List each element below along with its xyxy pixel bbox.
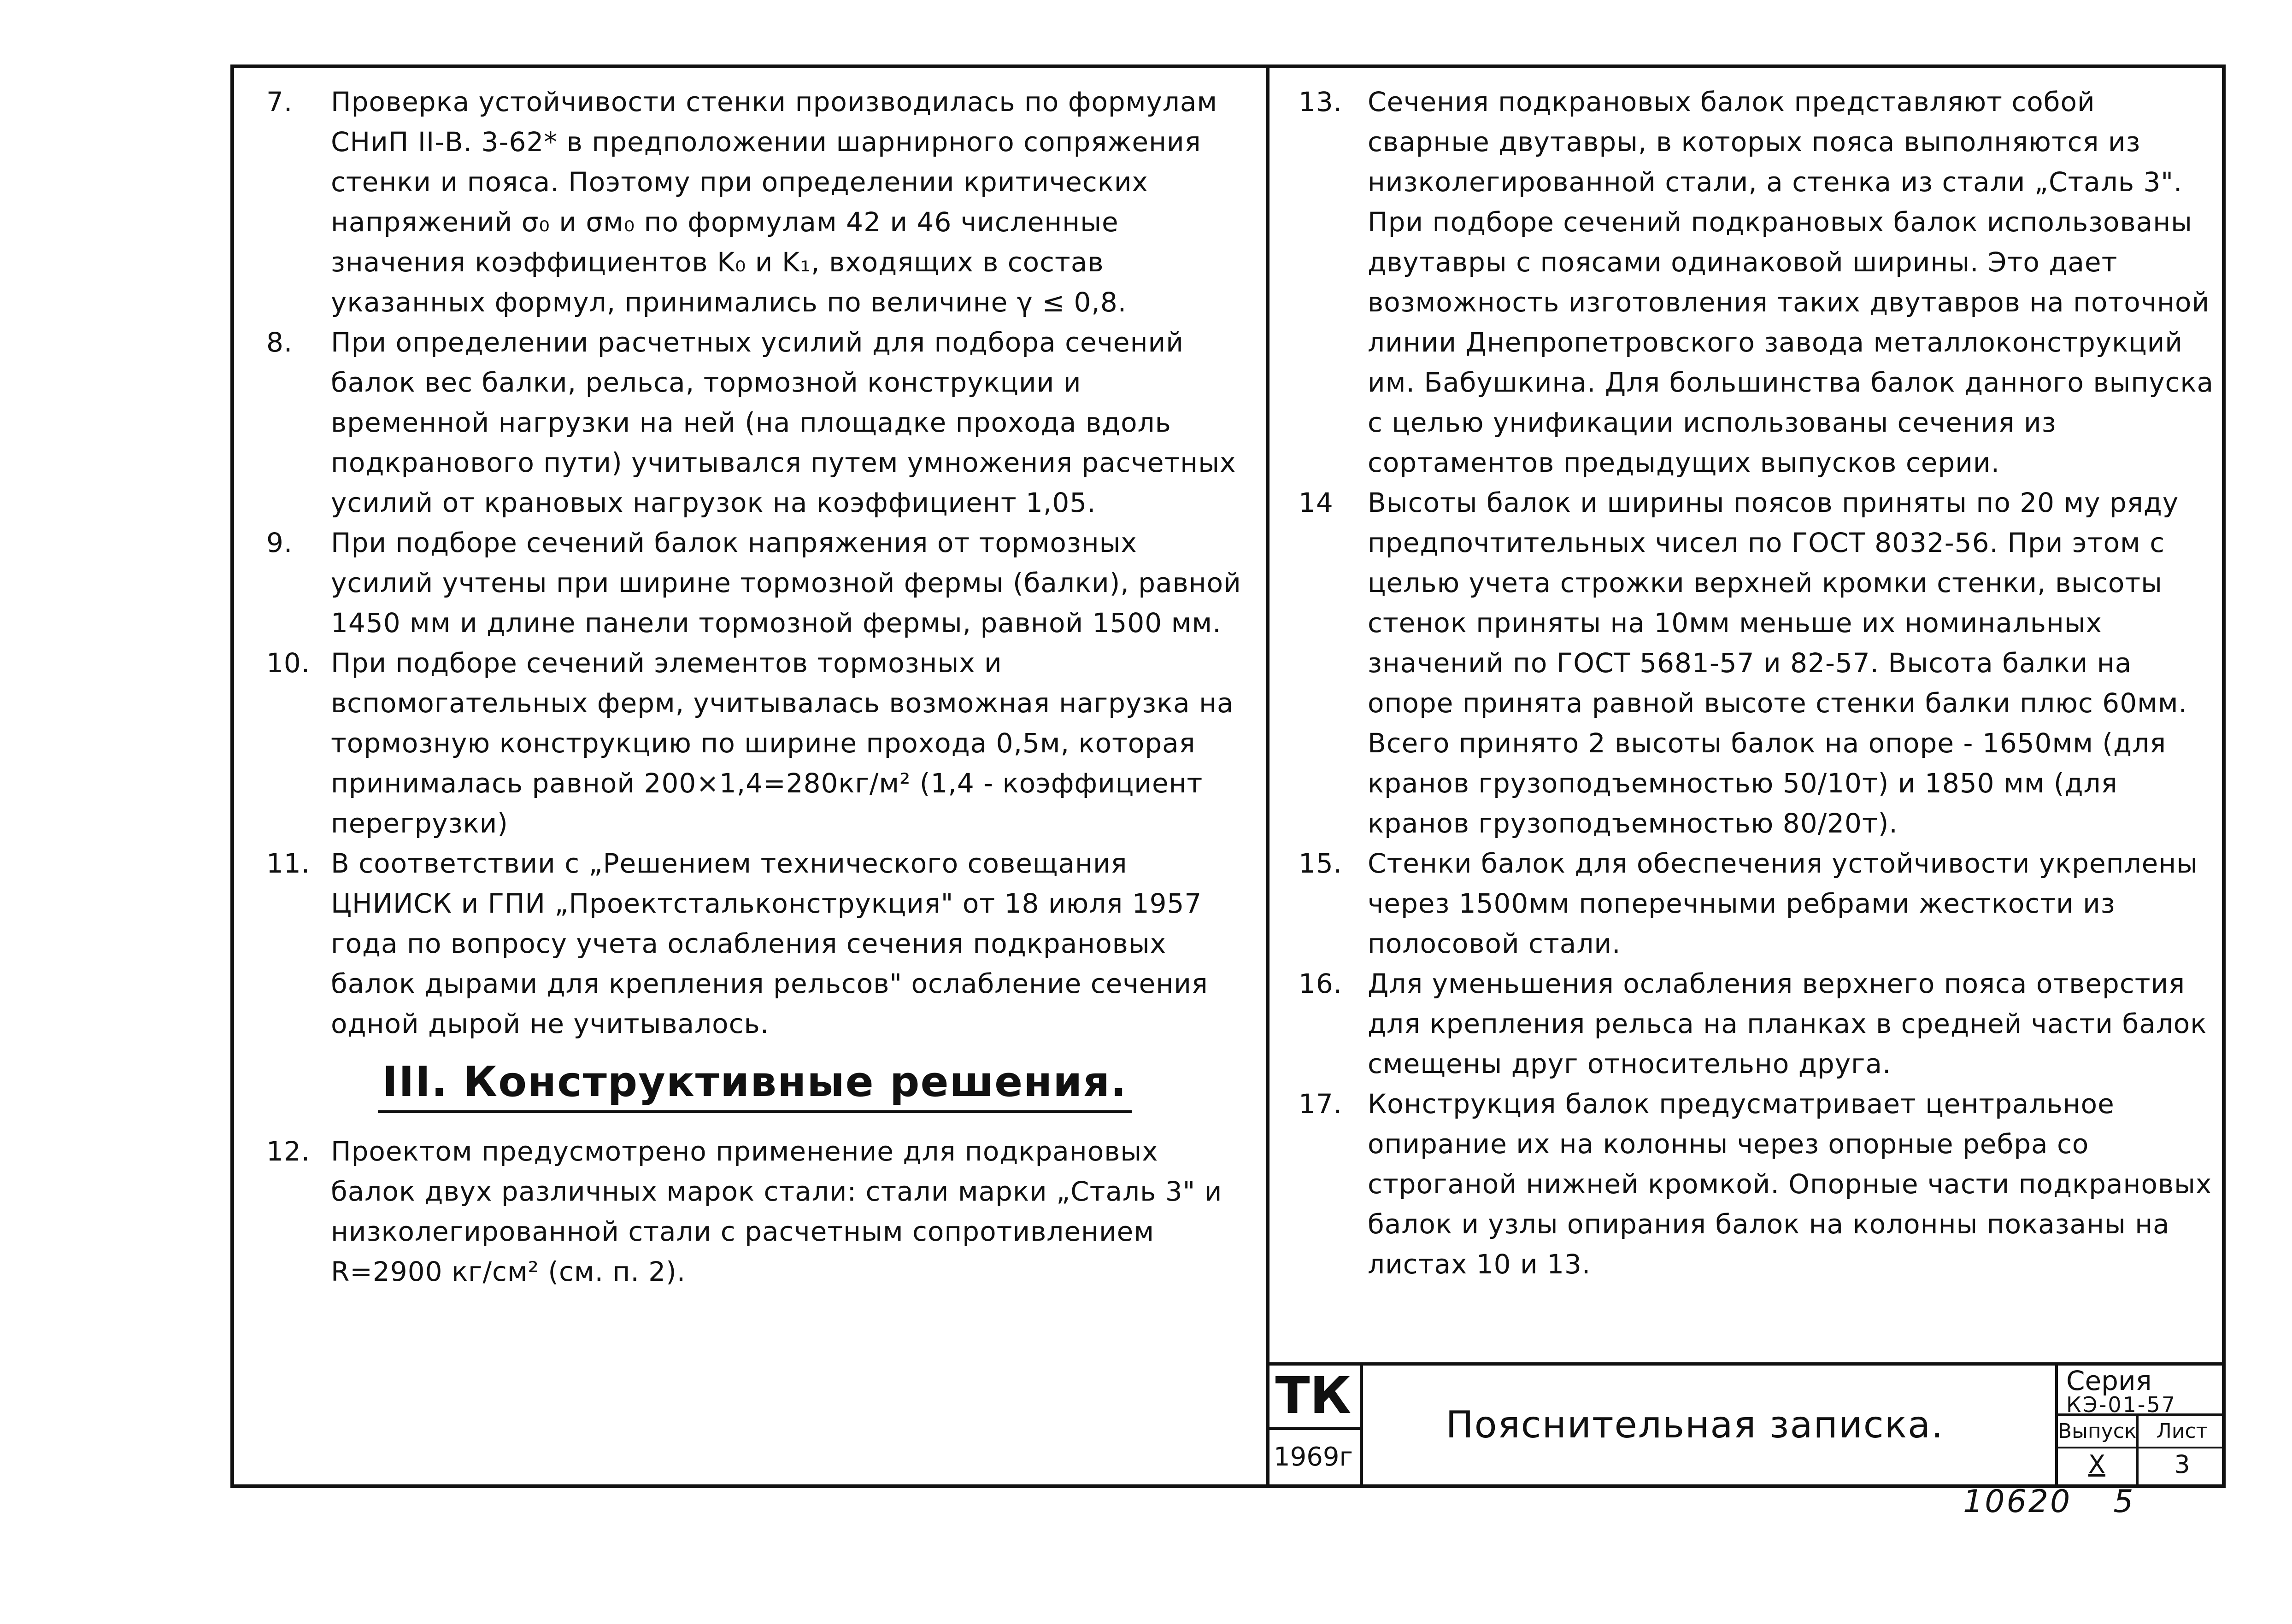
item-number: 13. (1299, 86, 1343, 117)
issue-value: X (2088, 1450, 2105, 1479)
left-column (262, 82, 1248, 1292)
item-text: Стенки балок для обеспечения устойчивости укреплены через 1500мм поперечными ребрами жесткости из полосовой стали. (1368, 848, 2198, 959)
issue-cell (2058, 1416, 2139, 1484)
note-item-15 (1299, 844, 2216, 964)
column-divider (1266, 68, 1269, 1484)
item-text: В соответствии с „Решением технического совещания ЦНИИСК и ГПИ „Проектстальконструкция" от 18 июля 1957 года по вопросу учета ослабления сечения подкрановых балок дырами для крепления рельсов" ослабление сечения одной дырой не учитывалось. (331, 848, 1208, 1039)
item-text: Сечения подкрановых балок представляют собой сварные двутавры, в которых пояса выполняются из низколегированной стали, а стенка из стали „Сталь 3". При подборе сечений подкрановых балок использованы двутавры с поясами одинаковой ширины. Это дает возможность изготовления таких двутавров на поточной линии Днепропетровского завода металлоконструкций им. Бабушкина. Для большинства балок данного выпуска с целью унификации использованы сечения из сортаментов предыдущих выпусков серии. (1368, 86, 2214, 478)
item-text: Проверка устойчивости стенки производилась по формулам СНиП II-В. 3-62* в предположении шарнирного сопряжения стенки и пояса. Поэтому при определении критических напряжений σ₀ и σм₀ по формулам 42 и 46 численные значения коэффициентов K₀ и K₁, входящих в состав указанных формул, принимались по величине γ ≤ 0,8. (331, 86, 1218, 318)
note-item-8 (262, 322, 1248, 523)
item-number: 9. (266, 527, 293, 558)
section-heading-text: III. Конструктивные решения. (378, 1057, 1132, 1113)
item-number: 16. (1299, 968, 1343, 999)
note-item-12 (262, 1132, 1248, 1292)
item-number: 7. (266, 86, 293, 117)
item-number: 11. (266, 848, 311, 879)
section-heading (262, 1057, 1248, 1113)
org-name: ТК (1266, 1366, 1360, 1430)
footer-code: 10620 (1963, 1483, 2072, 1520)
footer-page: 5 (2113, 1483, 2135, 1520)
note-item-16 (1299, 964, 2216, 1084)
footer-note (1963, 1483, 2177, 1520)
note-item-10 (262, 643, 1248, 844)
note-item-14 (1299, 483, 2216, 844)
drawing-sheet (230, 64, 2226, 1488)
title-block-org-cell (1266, 1366, 1363, 1484)
item-text: Конструкция балок предусматривает центральное опирание их на колонны через опорные ребра со строганой нижней кромкой. Опорные части подкрановых балок и узлы опирания балок на колонны показаны на листах 10 и 13. (1368, 1088, 2212, 1280)
item-number: 17. (1299, 1088, 1343, 1120)
note-item-13 (1299, 82, 2216, 483)
note-item-9 (262, 523, 1248, 643)
item-number: 15. (1299, 848, 1343, 879)
item-text: Проектом предусмотрено применение для подкрановых балок двух различных марок стали: стали марки „Сталь 3" и низколегированной стали с расчетным сопротивлением R=2900 кг/см² (см. п. 2). (331, 1136, 1222, 1287)
item-number: 8. (266, 327, 293, 358)
note-item-7 (262, 82, 1248, 322)
sheet-label: Лист (2139, 1416, 2226, 1448)
issue-label: Выпуск (2058, 1416, 2136, 1448)
note-item-11 (262, 844, 1248, 1044)
item-text: При определении расчетных усилий для подбора сечений балок вес балки, рельса, тормозной конструкции и временной нагрузки на ней (на площадке прохода вдоль подкранового пути) учитывался путем умножения расчетных усилий от крановых нагрузок на коэффициент 1,05. (331, 327, 1236, 518)
series-cell (2058, 1366, 2226, 1416)
sheet-value: 3 (2174, 1450, 2190, 1479)
item-text: При подборе сечений балок напряжения от тормозных усилий учтены при ширине тормозной фермы (балки), равной 1450 мм и длине панели тормозной фермы, равной 1500 мм. (331, 527, 1241, 639)
note-item-17 (1299, 1084, 2216, 1284)
sheet-cell (2139, 1416, 2226, 1484)
item-number: 14 (1299, 487, 1334, 518)
series-label: Серия (2066, 1365, 2152, 1396)
series-value: КЭ-01-57 (2066, 1392, 2177, 1417)
item-text: Высоты балок и ширины поясов приняты по 20 му ряду предпочтительных чисел по ГОСТ 8032-56. При этом с целью учета строжки верхней кромки стенки, высоты стенок приняты на 10мм меньше их номинальных значений по ГОСТ 5681-57 и 82-57. Высота балки на опоре принята равной высоте стенки балки плюс 60мм. Всего принято 2 высоты балок на опоре - 1650мм (для кранов грузоподъемностью 50/10т) и 1850 мм (для кранов грузоподъемностью 80/20т). (1368, 487, 2188, 839)
document-title: Пояснительная записка. (1446, 1403, 1944, 1446)
item-number: 12. (266, 1136, 311, 1167)
year: 1969г (1274, 1442, 1353, 1472)
item-text: Для уменьшения ослабления верхнего пояса отверстия для крепления рельса на планках в средней части балок смещены друг относительно друга. (1368, 968, 2207, 1079)
right-column (1299, 82, 2216, 1284)
item-text: При подборе сечений элементов тормозных и вспомогательных ферм, учитывалась возможная нагрузка на тормозную конструкцию по ширине прохода 0,5м, которая принималась равной 200×1,4=280кг/м² (1,4 - коэффициент перегрузки) (331, 647, 1234, 839)
item-number: 10. (266, 647, 311, 679)
title-block (1266, 1362, 2226, 1484)
title-block-info (2055, 1366, 2226, 1484)
